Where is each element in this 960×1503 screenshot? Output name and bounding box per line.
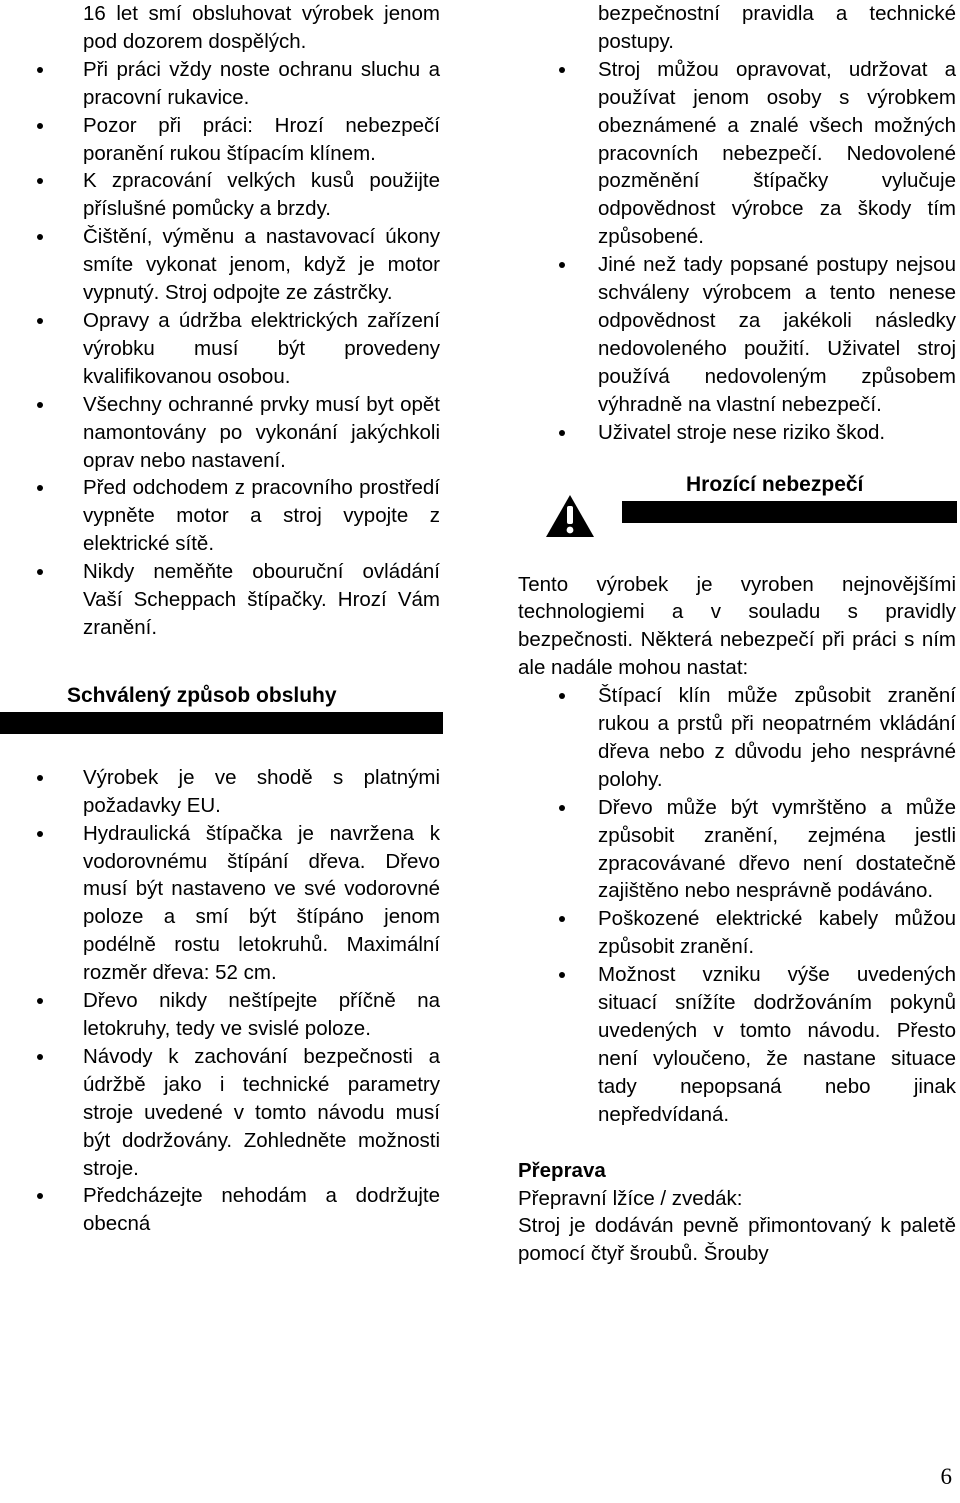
list-item: Výrobek je ve shodě s platnými požadavky EU.	[83, 764, 440, 820]
list-item: Opravy a údržba elektrických zařízení výrobku musí být provedeny kvalifikovanou osobou.	[83, 307, 440, 391]
approved-use-list	[0, 764, 440, 1238]
section-title-approved-use: Schválený způsob obsluhy	[67, 683, 337, 707]
list-item: K zpracování velkých kusů použijte příslušné pomůcky a brzdy.	[83, 167, 440, 223]
right-column	[518, 0, 956, 1268]
left-column	[0, 0, 440, 1238]
list-item: Čištění, výměnu a nastavovací úkony smíte vykonat jenom, když je motor vypnutý. Stroj odpojte ze zástrčky.	[83, 223, 440, 307]
list-item: Štípací klín může způsobit zranění rukou a prstů při neopatrném vkládání dřeva nebo z důvodu jeho nesprávné polohy.	[598, 682, 956, 794]
list-item: Dřevo může být vymrštěno a může způsobit zranění, zejména jestli zpracovávané dřevo není dostatečně zajištěno nebo nesprávně podáváno.	[598, 794, 956, 906]
section-title-hazards: Hrozící nebezpečí	[686, 472, 864, 496]
warning-triangle-icon	[544, 493, 596, 539]
approved-use-heading-block	[0, 682, 440, 742]
list-item: Hydraulická štípačka je navržena k vodorovnému štípání dřeva. Dřevo musí být nastaveno ve své vodorovné poloze a smí být štípáno jenom podélně rostu letokruhů. Maximální rozměr dřeva: 52 cm.	[83, 820, 440, 987]
heading-bar	[0, 712, 443, 734]
list-item: Stroj můžou opravovat, udržovat a používat jenom osoby s výrobkem obeznámené a znalé všech možných pracovních nebezpečí. Nedovolené pozměnění štípačky vylučuje odpovědnost výrobce za škody tím způsobené.	[598, 56, 956, 251]
list-item: Návody k zachování bezpečnosti a údržbě jako i technické parametry stroje uvedené v tomto návodu musí být dodržovány. Zohledněte možnosti stroje.	[83, 1043, 440, 1183]
operator-list	[518, 56, 956, 447]
list-item: Při práci vždy noste ochranu sluchu a pracovní rukavice.	[83, 56, 440, 112]
hazard-intro-paragraph: Tento výrobek je vyroben nejnovějšími technologiemi a v souladu s pravidly bezpečnosti. Některá nebezpečí při práci s ním ale nadále mohou nastat:	[518, 572, 956, 680]
transport-title: Přeprava	[518, 1158, 606, 1182]
list-item: Jiné než tady popsané postupy nejsou schváleny výrobcem a tento nenese odpovědnost za jakékoli následky nedovoleného použití. Uživatel stroj používá nedovoleným způsobem výhradně na vlastní nebezpečí.	[598, 251, 956, 418]
heading-bar	[622, 501, 957, 523]
transport-text: Stroj je dodáván pevně přimontovaný k paletě pomocí čtyř šroubů. Šrouby	[518, 1214, 956, 1266]
list-item: Poškozené elektrické kabely můžou způsobit zranění.	[598, 905, 956, 961]
list-item: Předcházejte nehodám a dodržujte obecná	[83, 1182, 440, 1238]
list-item: Nikdy neměňte obouruční ovládání Vaší Scheppach štípačky. Hrozí Vám zranění.	[83, 558, 440, 642]
continuation-text: bezpečnostní pravidla a technické postupy.	[598, 2, 956, 53]
page-number: 6	[940, 1464, 952, 1489]
transport-subtitle: Přepravní lžíce / zvedák:	[518, 1186, 743, 1210]
list-item: Všechny ochranné prvky musí byt opět namontovány po vykonání jakýchkoli oprav nebo nastavení.	[83, 391, 440, 475]
list-item: Pozor při práci: Hrozí nebezpečí poranění rukou štípacím klínem.	[83, 112, 440, 168]
list-item: Dřevo nikdy neštípejte příčně na letokruhy, tedy ve svislé poloze.	[83, 987, 440, 1043]
safety-list	[0, 56, 440, 642]
list-item: Uživatel stroje nese riziko škod.	[598, 419, 956, 447]
intro-text: 16 let smí obsluhovat výrobek jenom pod dozorem dospělých.	[83, 2, 440, 53]
hazard-heading-block	[518, 471, 956, 571]
list-item: Možnost vzniku výše uvedených situací snížíte dodržováním pokynů uvedených v tomto návodu. Přesto není vyloučeno, že nastane situace tady nepopsaná nebo jinak nepředvídaná.	[598, 961, 956, 1128]
list-item: Před odchodem z pracovního prostředí vypněte motor a stroj vypojte z elektrické sítě.	[83, 474, 440, 558]
hazard-list	[518, 682, 956, 1129]
